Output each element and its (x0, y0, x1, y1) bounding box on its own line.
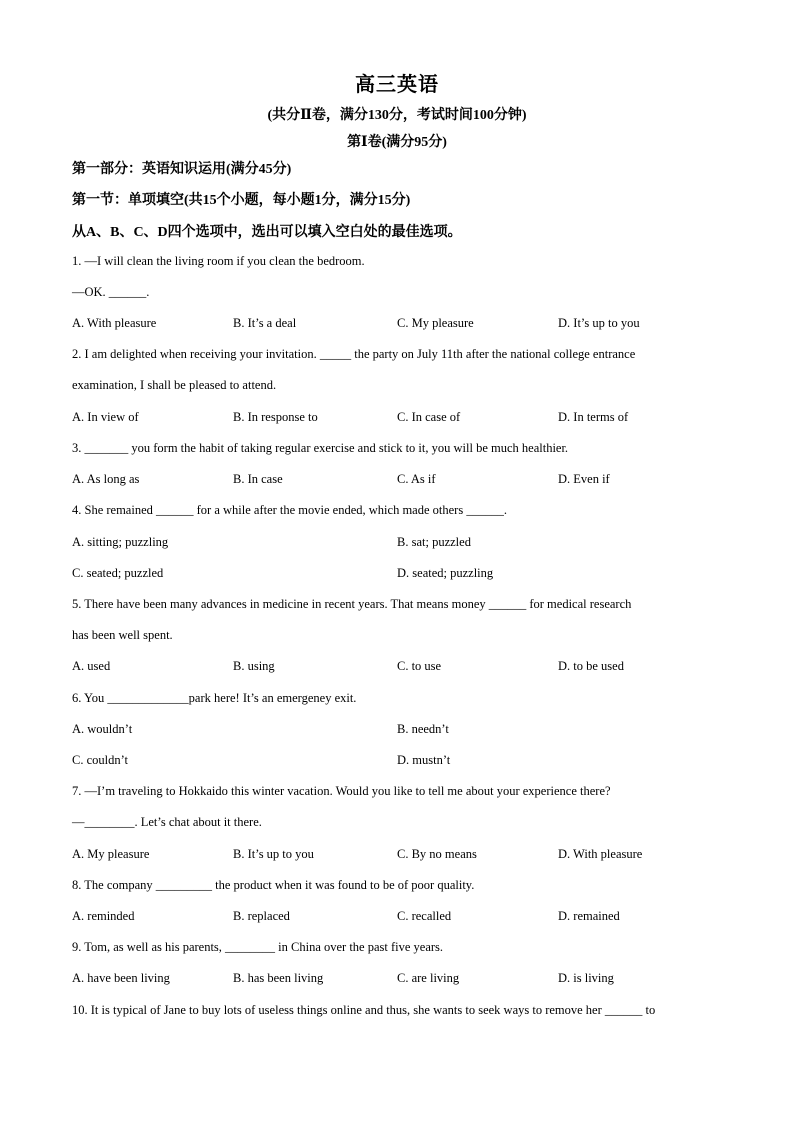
question-7-response: —________. Let’s chat about it there. (72, 815, 262, 829)
question-6-stem: 6. You _____________park here! It’s an emergeney exit. (72, 691, 357, 705)
question-8-option-b: B. replaced (233, 909, 290, 923)
question-5-stem-cont: has been well spent. (72, 628, 173, 642)
question-9-option-d: D. is living (558, 971, 614, 985)
question-4-option-a: A. sitting; puzzling (72, 535, 169, 549)
question-8-option-d: D. remained (558, 909, 620, 923)
question-8-option-c: C. recalled (397, 909, 452, 923)
question-2-option-c: C. In case of (397, 410, 461, 424)
part-heading: 第一部分：英语知识运用(满分45分) (72, 162, 292, 177)
question-7-option-c: C. By no means (397, 847, 477, 861)
question-5-stem: 5. There have been many advances in medicine in recent years. That means money ______ for medical research (72, 597, 632, 611)
question-2-stem: 2. I am delighted when receiving your invitation. _____ the party on July 11th after the national college entrance (72, 347, 636, 361)
question-1-option-d: D. It’s up to you (558, 316, 640, 330)
question-2-option-b: B. In response to (233, 410, 318, 424)
question-8-stem: 8. The company _________ the product when it was found to be of poor quality. (72, 878, 475, 892)
question-5-option-c: C. to use (397, 659, 442, 673)
question-6-option-b: B. needn’t (397, 722, 449, 736)
section-heading: 第一节：单项填空(共15个小题，每小题1分，满分15分) (72, 193, 411, 208)
question-10-stem: 10. It is typical of Jane to buy lots of useless things online and thus, she wants to seek ways to remove her ______ to (72, 1003, 656, 1017)
question-3-option-a: A. As long as (72, 472, 140, 486)
question-7-option-d: D. With pleasure (558, 847, 643, 861)
question-2-option-a: A. In view of (72, 410, 139, 424)
question-1-stem: 1. —I will clean the living room if you clean the bedroom. (72, 254, 365, 268)
question-3-option-c: C. As if (397, 472, 436, 486)
question-6-option-d: D. mustn’t (397, 753, 451, 767)
question-8-option-a: A. reminded (72, 909, 135, 923)
question-6-option-c: C. couldn’t (72, 753, 129, 767)
question-5-option-b: B. using (233, 659, 275, 673)
question-4-stem: 4. She remained ______ for a while after the movie ended, which made others ______. (72, 503, 507, 517)
question-7-option-a: A. My pleasure (72, 847, 150, 861)
question-3-option-d: D. Even if (558, 472, 610, 486)
question-2-stem-cont: examination, I shall be pleased to attend. (72, 378, 277, 392)
question-3-option-b: B. In case (233, 472, 283, 486)
question-1-option-b: B. It’s a deal (233, 316, 297, 330)
question-1-option-a: A. With pleasure (72, 316, 157, 330)
question-6-option-a: A. wouldn’t (72, 722, 133, 736)
question-1-option-c: C. My pleasure (397, 316, 474, 330)
question-7-stem: 7. —I’m traveling to Hokkaido this winter vacation. Would you like to tell me about your experience there? (72, 784, 611, 798)
question-5-option-a: A. used (72, 659, 111, 673)
question-5-option-d: D. to be used (558, 659, 624, 673)
volume-heading: 第Ⅰ卷(满分95分) (347, 135, 447, 150)
question-3-stem: 3. _______ you form the habit of taking regular exercise and stick to it, you will be much healthier. (72, 441, 569, 455)
question-9-stem: 9. Tom, as well as his parents, ________ in China over the past five years. (72, 940, 444, 954)
exam-title: 高三英语 (355, 74, 439, 96)
question-1-response: —OK. ______. (72, 285, 150, 299)
question-9-option-a: A. have been living (72, 971, 170, 985)
instruction-text: 从A、B、C、D四个选项中，选出可以填入空白处的最佳选项。 (72, 225, 462, 240)
question-9-option-c: C. are living (397, 971, 460, 985)
exam-info: (共分Ⅱ卷，满分130分，考试时间100分钟) (267, 108, 527, 123)
question-4-option-b: B. sat; puzzled (397, 535, 471, 549)
question-2-option-d: D. In terms of (558, 410, 629, 424)
question-7-option-b: B. It’s up to you (233, 847, 314, 861)
question-4-option-d: D. seated; puzzling (397, 566, 494, 580)
question-9-option-b: B. has been living (233, 971, 324, 985)
question-4-option-c: C. seated; puzzled (72, 566, 164, 580)
